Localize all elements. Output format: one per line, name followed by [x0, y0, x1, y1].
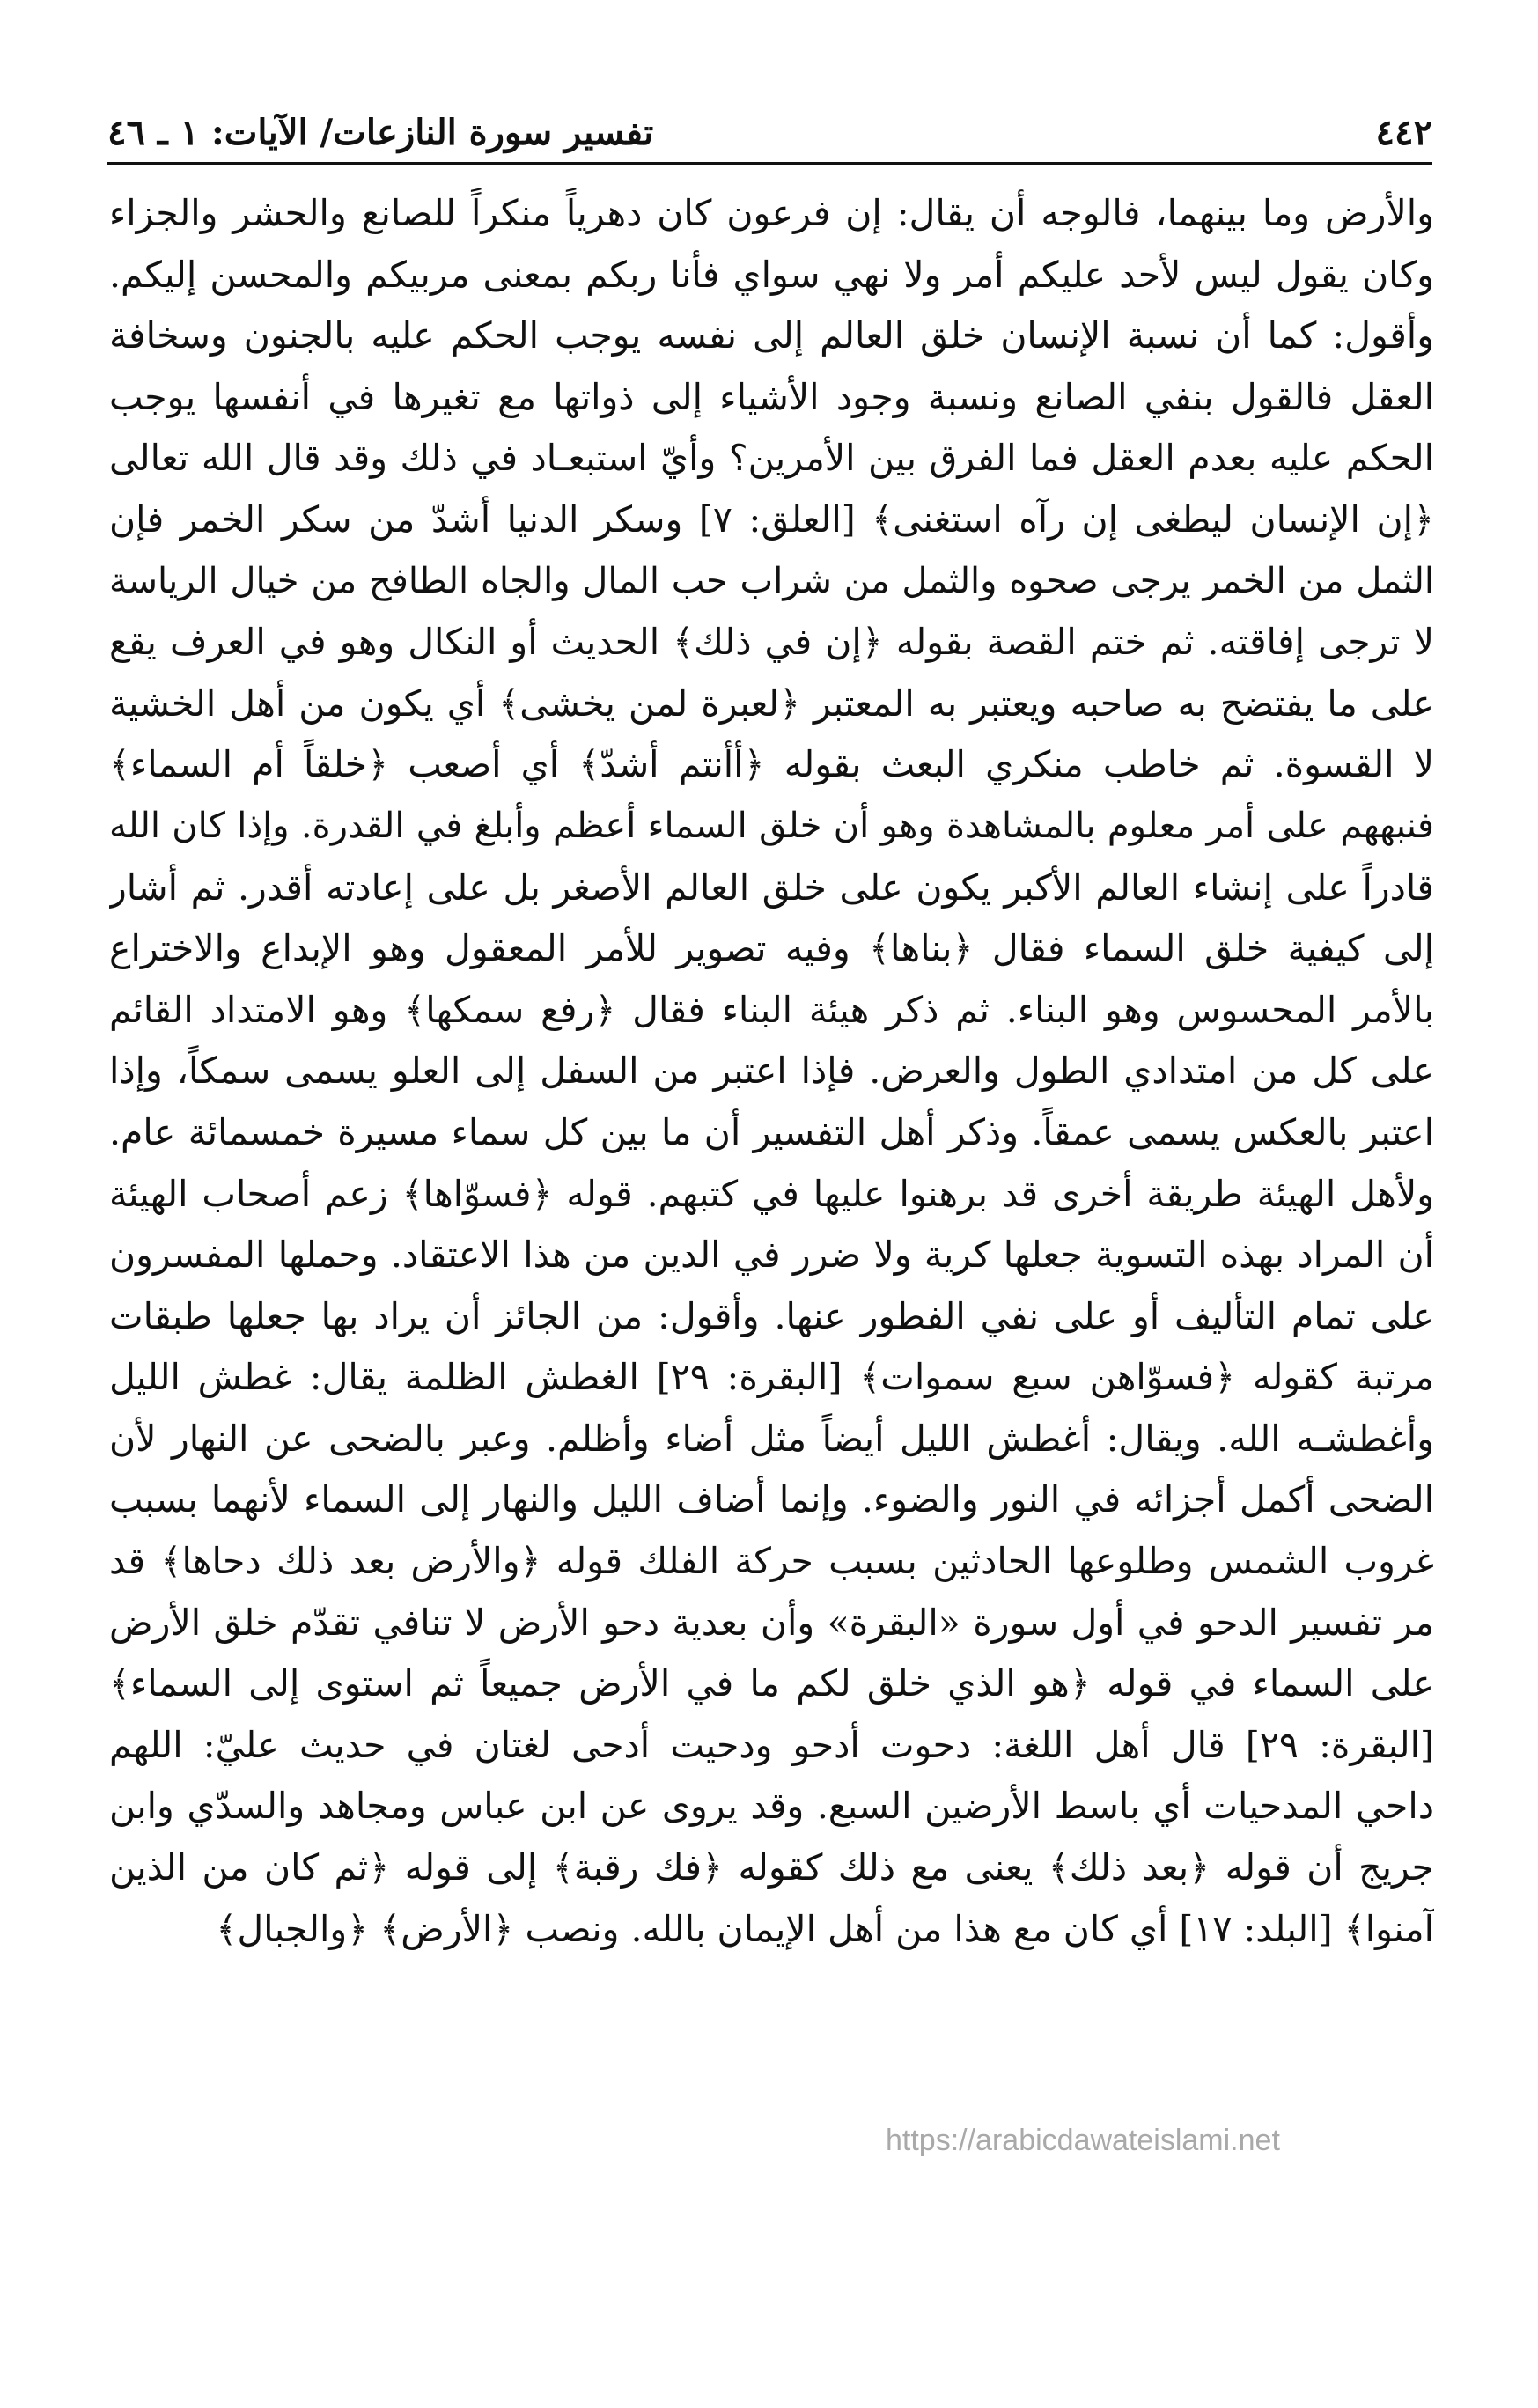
text-line: وكان يقول ليس لأحد عليكم أمر ولا نهي سواي فأنا ربكم بمعنى مربيكم والمحسن إليكم.: [109, 253, 1434, 296]
text-line: على كل من امتدادي الطول والعرض. فإذا اعتبر من السفل إلى العلو يسمى سمكاً، وإذا: [109, 1049, 1434, 1093]
text-line: الثمل من الخمر يرجى صحوه والثمل من شراب حب المال والجاه الطافح من خيال الرياسة: [109, 560, 1434, 601]
text-line: مر تفسير الدحو في أول سورة «البقرة» وأن بعدية دحو الأرض لا تنافي تقدّم خلق الأرض: [109, 1601, 1434, 1644]
text-line: [البقرة: ٢٩] قال أهل اللغة: دحوت أدحو ودحيت أدحى لغتان في حديث عليّ: اللهم: [109, 1723, 1434, 1766]
text-line: وأغطشـه الله. ويقال: أغطش الليل أيضاً مثل أضاء وأظلم. وعبر بالضحى عن النهار لأن: [109, 1417, 1434, 1460]
text-line: ولأهل الهيئة طريقة أخرى قد برهنوا عليها في كتبهم. قوله ﴿فسوّاها﴾ زعم أصحاب الهيئة: [109, 1172, 1434, 1215]
text-line: لا القسوة. ثم خاطب منكري البعث بقوله ﴿أأنتم أشدّ﴾ أي أصعب ﴿خلقاً أم السماء﴾: [109, 743, 1434, 786]
text-line: غروب الشمس وطلوعها الحادثين بسبب حركة الفلك قوله ﴿والأرض بعد ذلك دحاها﴾ قد: [109, 1540, 1434, 1583]
text-line: على تمام التأليف أو على نفي الفطور عنها. وأقول: من الجائز أن يراد بها جعلها طبقات: [109, 1294, 1434, 1337]
text-line: الضحى أكمل أجزائه في النور والضوء. وإنما أضاف الليل والنهار إلى السماء لأنهما بسبب: [109, 1478, 1434, 1521]
header-divider: [107, 162, 1432, 165]
watermark-url: https://arabicdawateislami.net: [886, 2124, 1280, 2157]
text-line: اعتبر بالعكس يسمى عمقاً. وذكر أهل التفسير أن ما بين كل سماء مسيرة خمسمائة عام.: [109, 1110, 1434, 1153]
text-line: جريج أن قوله ﴿بعد ذلك﴾ يعنى مع ذلك كقوله ﴿فك رقبة﴾ إلى قوله ﴿ثم كان من الذين: [109, 1846, 1434, 1889]
text-line: فنبههم على أمر معلوم بالمشاهدة وهو أن خلق السماء أعظم وأبلغ في القدرة. وإذا كان الله: [109, 805, 1434, 846]
body-text: [109, 183, 1434, 1960]
text-line: مرتبة كقوله ﴿فسوّاهن سبع سموات﴾ [البقرة: ٢٩] الغطش الظلمة يقال: غطش الليل: [109, 1356, 1434, 1399]
text-line: ﴿إن الإنسان ليطغى إن رآه استغنى﴾ [العلق: ٧] وسكر الدنيا أشدّ من سكر الخمر فإن: [109, 497, 1434, 541]
text-line: قادراً على إنشاء العالم الأكبر يكون على خلق العالم الأصغر بل على إعادته أقدر. ثم أشار: [109, 865, 1434, 909]
text-line: آمنوا﴾ [البلد: ١٧] أي كان مع هذا من أهل الإيمان بالله. ونصب ﴿الأرض﴾ ﴿والجبال﴾: [216, 1907, 1434, 1950]
page-header: [107, 104, 1432, 162]
text-line: على ما يفتضح به صاحبه ويعتبر به المعتبر ﴿لعبرة لمن يخشى﴾ أي يكون من أهل الخشية: [109, 681, 1434, 725]
running-title: تفسير سورة النازعات/ الآيات: ١ ـ ٤٦: [107, 112, 654, 153]
text-line: وأقول: كما أن نسبة الإنسان خلق العالم إلى نفسه يوجب الحكم عليه بالجنون وسخافة: [109, 314, 1434, 357]
text-line: على السماء في قوله ﴿هو الذي خلق لكم ما في الأرض جميعاً ثم استوى إلى السماء﴾: [109, 1662, 1434, 1705]
text-line: الحكم عليه بعدم العقل فما الفرق بين الأمرين؟ وأيّ استبعـاد في ذلك وقد قال الله تعالى: [109, 437, 1434, 480]
text-line: داحي المدحيات أي باسط الأرضين السبع. وقد يروى عن ابن عباس ومجاهد والسدّي وابن: [109, 1785, 1434, 1828]
text-line: لا ترجى إفاقته. ثم ختم القصة بقوله ﴿إن في ذلك﴾ الحديث أو النكال وهو في العرف يقع: [109, 621, 1434, 664]
text-line: إلى كيفية خلق السماء فقال ﴿بناها﴾ وفيه تصوير للأمر المعقول وهو الإبداع والاختراع: [109, 927, 1434, 970]
text-line: بالأمر المحسوس وهو البناء. ثم ذكر هيئة البناء فقال ﴿رفع سمكها﴾ وهو الامتداد القائم: [109, 988, 1434, 1031]
text-line: والأرض وما بينهما، فالوجه أن يقال: إن فرعون كان دهرياً منكراً للصانع والحشر والجزاء: [109, 192, 1434, 234]
page-number: ٤٤٢: [1375, 112, 1432, 153]
text-line: أن المراد بهذه التسوية جعلها كرية ولا ضرر في الدين من هذا الاعتقاد. وحملها المفسرون: [109, 1233, 1434, 1277]
text-line: العقل فالقول بنفي الصانع ونسبة وجود الأشياء إلى ذواتها مع تغيرها في أنفسها يوجب: [109, 375, 1434, 418]
